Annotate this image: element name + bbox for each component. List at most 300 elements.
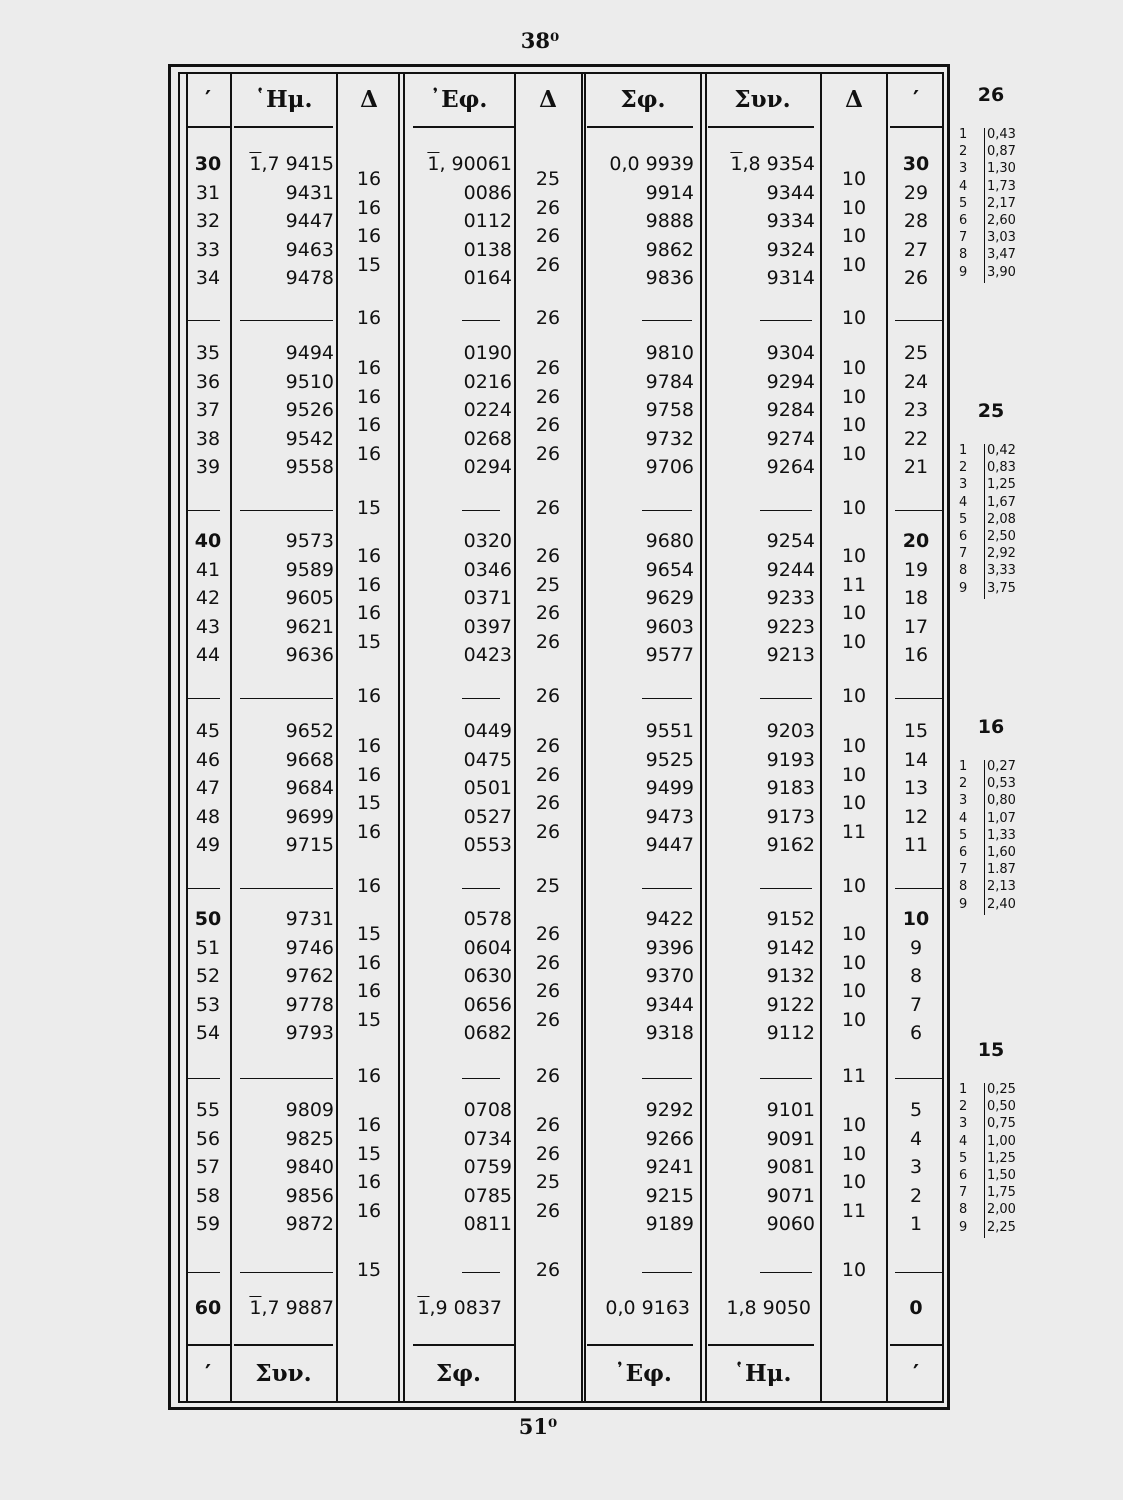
cot-value: 9836 [645,267,694,290]
minute-left: 50 [194,908,222,930]
pp-index: 2 [959,460,968,476]
cos-value: 9213 [766,644,815,667]
minute-right: 15 [903,720,929,742]
tan-value: 0138 [463,238,512,261]
tan-value: 0086 [463,181,512,204]
diff-tan: 26 [535,442,561,465]
cos-value: 9081 [766,1156,815,1179]
minute-right: 14 [903,748,929,771]
diff-sin: 15 [356,497,382,519]
minute-right: 0 [909,1297,923,1319]
diff-tan: 26 [535,1065,561,1087]
sin-value: 9621 [285,615,334,638]
diff-cos: 10 [841,685,867,707]
tan-value: 0682 [463,1022,512,1045]
tan-value: 0811 [463,1213,512,1236]
footer-header-0: ′ [204,1360,212,1387]
cot-value: 9706 [645,456,694,479]
diff-sin: 15 [356,1259,382,1281]
sin-value: 9558 [285,456,334,479]
diff-tan: 25 [535,573,561,596]
group-rule [760,320,812,321]
diff-cos: 10 [841,253,867,276]
diff-sin: 16 [356,385,382,408]
footer-header-3: ᾽Εφ. [614,1360,672,1387]
tan-value: 0397 [463,615,512,638]
column-divider [336,74,338,1403]
minute-left: 53 [195,993,221,1016]
pp-index: 9 [959,1219,968,1235]
diff-tan: 26 [535,545,561,567]
pp-index: 7 [959,230,968,246]
cot-value: 9318 [645,1022,694,1045]
group-rule [462,510,500,511]
tan-value: 0759 [463,1156,512,1179]
sin-value: 9684 [285,777,334,800]
diff-cos: 10 [841,1114,867,1136]
minute-left: 38 [195,427,221,450]
cos-value: 9223 [766,615,815,638]
cos-value: 9304 [766,342,815,364]
cot-value: 9189 [645,1213,694,1236]
cos-value: 9091 [766,1127,815,1150]
diff-tan: 26 [535,253,561,276]
tan-value [405,1297,502,1319]
cot-value: 9603 [645,615,694,638]
cos-value: 9071 [766,1184,815,1207]
pp-index: 4 [959,494,968,510]
pp-index: 6 [959,529,968,544]
diff-sin: 16 [356,442,382,465]
minute-left: 34 [195,267,221,290]
group-rule [240,1078,333,1079]
minute-left: 47 [195,777,221,800]
diff-cos: 11 [841,820,867,843]
pp-value: 0,43 [987,127,1016,142]
pp-value: 2,17 [987,195,1016,211]
tan-value: 0224 [463,399,512,422]
footer-rule [708,1344,814,1346]
cot-value: 9629 [645,587,694,610]
diff-sin: 16 [356,1065,382,1087]
diff-sin: 15 [356,792,382,815]
pp-title: 26 [977,84,1005,106]
tan-value: 0346 [463,558,512,581]
header-rule [587,126,693,128]
cot-value: 9499 [645,777,694,800]
tan-value-mantissa: ,9 0837 [429,1297,502,1319]
group-rule [642,698,692,699]
footer-rule [890,1344,944,1346]
diff-sin: 16 [356,1171,382,1194]
pp-title: 16 [977,716,1005,738]
pp-index: 1 [959,759,968,774]
cos-value: 9254 [766,530,815,552]
tan-value: 0112 [463,210,512,233]
cos-value: 9142 [766,936,815,959]
diff-tan: 26 [535,1259,561,1281]
footer-header-4: ῾Ημ. [733,1360,792,1387]
cos-value: 9203 [766,720,815,742]
header-rule [186,126,230,128]
pp-value: 1,75 [987,1185,1016,1201]
cot-value: 9680 [645,530,694,552]
diff-sin: 16 [356,225,382,248]
pp-index: 7 [959,862,968,878]
minute-right: 6 [909,1022,923,1045]
pp-index: 6 [959,1168,968,1183]
group-rule [895,320,944,321]
cos-value: 9060 [766,1213,815,1236]
group-rule [642,510,692,511]
diff-sin: 16 [356,1114,382,1136]
sin-value: 9652 [285,720,334,742]
cos-value: 9284 [766,399,815,422]
diff-cos: 10 [841,385,867,408]
cos-value: 9122 [766,993,815,1016]
sin-value: 9573 [285,530,334,552]
cot-value: 9654 [645,558,694,581]
diff-sin: 16 [356,820,382,843]
sin-value: 9856 [285,1184,334,1207]
minute-left: 55 [195,1099,221,1121]
sin-value: 9746 [285,936,334,959]
minute-left: 45 [195,720,221,742]
diff-sin: 16 [356,168,382,190]
pp-value: 0,87 [987,144,1016,160]
sin-value: 9762 [285,965,334,988]
header-rule [890,126,944,128]
minute-right: 18 [903,587,929,610]
minute-left: 30 [194,153,222,175]
diff-tan: 26 [535,602,561,625]
tan-value: 0630 [463,965,512,988]
tan-value: 0501 [463,777,512,800]
diff-cos: 10 [841,875,867,897]
pp-index: 1 [959,443,968,458]
pp-index: 5 [959,827,968,843]
diff-tan: 26 [535,685,561,707]
tan-value: 0604 [463,936,512,959]
diff-tan: 26 [535,1114,561,1136]
pp-index: 3 [959,161,968,177]
footer-header-2: Σφ. [435,1360,482,1387]
pp-index: 8 [959,879,968,895]
group-rule [760,1272,812,1273]
minute-right: 27 [903,238,929,261]
cot-value: 9551 [645,720,694,742]
minute-left: 41 [195,558,221,581]
minute-left: 49 [195,834,221,857]
diff-sin: 16 [356,196,382,219]
sin-value: 9699 [285,805,334,828]
diff-cos: 11 [841,1065,867,1087]
minute-left: 43 [195,615,221,638]
pp-index: 4 [959,810,968,826]
sin-value: 9809 [285,1099,334,1121]
minute-right: 2 [909,1184,923,1207]
tan-value: 0656 [463,993,512,1016]
minute-left: 42 [195,587,221,610]
pp-index: 9 [959,896,968,912]
diff-tan: 26 [535,923,561,945]
pp-value: 1.87 [987,862,1016,878]
sin-value [236,153,334,175]
pp-value: 2,00 [987,1202,1016,1218]
diff-sin: 16 [356,545,382,567]
diff-sin: 16 [356,980,382,1003]
group-rule [240,1272,333,1273]
group-rule [760,1078,812,1079]
pp-index: 2 [959,1099,968,1115]
minute-left: 59 [195,1213,221,1236]
tan-value: 0423 [463,644,512,667]
tan-value: 0527 [463,805,512,828]
cos-value: 9183 [766,777,815,800]
pp-value: 2,40 [987,896,1016,912]
tan-value-characteristic: 1 [417,1297,430,1319]
diff-tan: 26 [535,1199,561,1222]
diff-tan: 26 [535,630,561,653]
cot-value: 0,0 9163 [605,1297,690,1319]
sin-value: 9542 [285,427,334,450]
group-rule [186,698,220,699]
diff-cos: 10 [841,923,867,945]
pp-index: 5 [959,195,968,211]
header-0: ′ [204,86,212,113]
minute-left: 51 [195,936,221,959]
pp-value: 1,60 [987,845,1016,860]
minute-right: 4 [909,1127,923,1150]
pp-divider [984,760,985,915]
diff-sin: 16 [356,573,382,596]
group-rule [186,1078,220,1079]
tan-value-characteristic: 1 [427,153,440,175]
diff-tan: 26 [535,951,561,974]
header-rule [234,126,333,128]
diff-sin: 16 [356,875,382,897]
header-5: Σφ. [620,86,666,113]
diff-sin: 16 [356,602,382,625]
diff-cos: 10 [841,357,867,379]
tan-value: 0449 [463,720,512,742]
pp-value: 3,90 [987,264,1016,280]
group-rule [462,888,500,889]
sin-value: 9872 [285,1213,334,1236]
pp-value: 1,73 [987,178,1016,194]
cos-value: 1,8 9050 [726,1297,811,1319]
minute-right: 29 [903,181,929,204]
group-rule [462,1078,500,1079]
diff-tan: 26 [535,980,561,1003]
pp-index: 3 [959,793,968,809]
pp-index: 8 [959,563,968,579]
page-degree-bottom: 51⁰ [518,1414,558,1439]
minute-left: 35 [195,342,221,364]
tan-value: 0294 [463,456,512,479]
header-1: ῾Ημ. [254,86,313,113]
tan-value: 0320 [463,530,512,552]
cot-value: 9447 [645,834,694,857]
pp-value: 0,50 [987,1099,1016,1115]
diff-cos: 10 [841,225,867,248]
sin-value: 9478 [285,267,334,290]
diff-cos: 10 [841,980,867,1003]
sin-value: 9494 [285,342,334,364]
diff-sin: 16 [356,735,382,757]
cot-value: 0,0 9939 [609,153,694,175]
pp-index: 3 [959,1116,968,1132]
cot-value: 9914 [645,181,694,204]
diff-sin: 16 [356,357,382,379]
cos-value: 9233 [766,587,815,610]
pp-index: 4 [959,178,968,194]
diff-cos: 10 [841,545,867,567]
diff-cos: 10 [841,414,867,437]
sin-value-mantissa: ,7 9887 [261,1297,334,1319]
pp-index: 9 [959,264,968,280]
sin-value: 9778 [285,993,334,1016]
cot-value: 9241 [645,1156,694,1179]
cot-value: 9758 [645,399,694,422]
cos-value: 9324 [766,238,815,261]
diff-sin: 16 [356,763,382,786]
cos-value [707,153,815,175]
tan-value: 0475 [463,748,512,771]
cos-value: 9344 [766,181,815,204]
minute-left: 40 [194,530,222,552]
pp-index: 4 [959,1133,968,1149]
diff-cos: 10 [841,442,867,465]
pp-index: 3 [959,477,968,493]
tan-value: 0734 [463,1127,512,1150]
pp-value: 0,75 [987,1116,1016,1132]
column-divider [398,74,400,1403]
minute-right: 30 [902,153,930,175]
minute-right: 28 [903,210,929,233]
minute-left: 46 [195,748,221,771]
pp-value: 0,27 [987,759,1016,774]
minute-right: 22 [903,427,929,450]
group-rule [642,320,692,321]
tan-value: 0216 [463,370,512,393]
group-rule [240,888,333,889]
minute-left: 44 [195,644,221,667]
pp-divider [984,128,985,283]
minute-right: 16 [903,644,929,667]
minute-left: 54 [195,1022,221,1045]
diff-sin: 16 [356,685,382,707]
minute-left: 60 [194,1297,222,1319]
group-rule [760,698,812,699]
pp-index: 2 [959,144,968,160]
tan-value: 0553 [463,834,512,857]
column-divider [230,74,232,1403]
pp-value: 1,07 [987,810,1016,826]
minute-right: 21 [903,456,929,479]
diff-tan: 26 [535,357,561,379]
cos-value: 9112 [766,1022,815,1045]
minute-right: 7 [909,993,923,1016]
cos-value: 9173 [766,805,815,828]
minute-right: 1 [909,1213,923,1236]
pp-index: 8 [959,1202,968,1218]
pp-value: 0,25 [987,1082,1016,1097]
pp-index: 5 [959,1150,968,1166]
diff-cos: 10 [841,497,867,519]
sin-value-characteristic: 1 [249,153,262,175]
diff-cos: 10 [841,735,867,757]
pp-value: 3,03 [987,230,1016,246]
diff-sin: 15 [356,253,382,276]
diff-tan: 26 [535,1142,561,1165]
minute-left: 31 [195,181,221,204]
cot-value: 9577 [645,644,694,667]
pp-value: 1,00 [987,1133,1016,1149]
pp-value: 0,42 [987,443,1016,458]
sin-value: 9463 [285,238,334,261]
pp-index: 1 [959,127,968,142]
tan-value [405,153,512,175]
sin-value: 9636 [285,644,334,667]
group-rule [462,1272,500,1273]
minute-right: 10 [902,908,930,930]
diff-sin: 16 [356,951,382,974]
minute-right: 25 [903,342,929,364]
diff-sin: 16 [356,307,382,329]
diff-cos: 11 [841,573,867,596]
diff-cos: 10 [841,1142,867,1165]
group-rule [462,698,500,699]
pp-divider [984,444,985,599]
tan-value: 0785 [463,1184,512,1207]
header-rule [708,126,814,128]
diff-cos: 10 [841,763,867,786]
page-degree-top: 38⁰ [520,28,560,53]
minute-right: 24 [903,370,929,393]
pp-index: 1 [959,1082,968,1097]
minute-left: 36 [195,370,221,393]
minute-left: 39 [195,456,221,479]
minute-left: 37 [195,399,221,422]
sin-value-mantissa: ,7 9415 [261,153,334,175]
cot-value: 9215 [645,1184,694,1207]
group-rule [760,888,812,889]
group-rule [462,320,500,321]
pp-index: 8 [959,247,968,263]
diff-cos: 10 [841,1259,867,1281]
header-6: Συν. [734,86,791,113]
pp-value: 2,50 [987,529,1016,544]
cos-value: 9244 [766,558,815,581]
diff-tan: 26 [535,414,561,437]
pp-value: 2,25 [987,1219,1016,1235]
diff-cos: 10 [841,1008,867,1031]
diff-tan: 25 [535,168,561,190]
pp-value: 3,33 [987,563,1016,579]
minute-right: 17 [903,615,929,638]
group-rule [240,320,333,321]
cos-value: 9132 [766,965,815,988]
pp-index: 9 [959,580,968,596]
footer-rule [587,1344,693,1346]
pp-index: 6 [959,845,968,860]
diff-tan: 26 [535,735,561,757]
footer-rule [186,1344,230,1346]
pp-value: 1,33 [987,827,1016,843]
minute-right: 13 [903,777,929,800]
cot-value: 9344 [645,993,694,1016]
